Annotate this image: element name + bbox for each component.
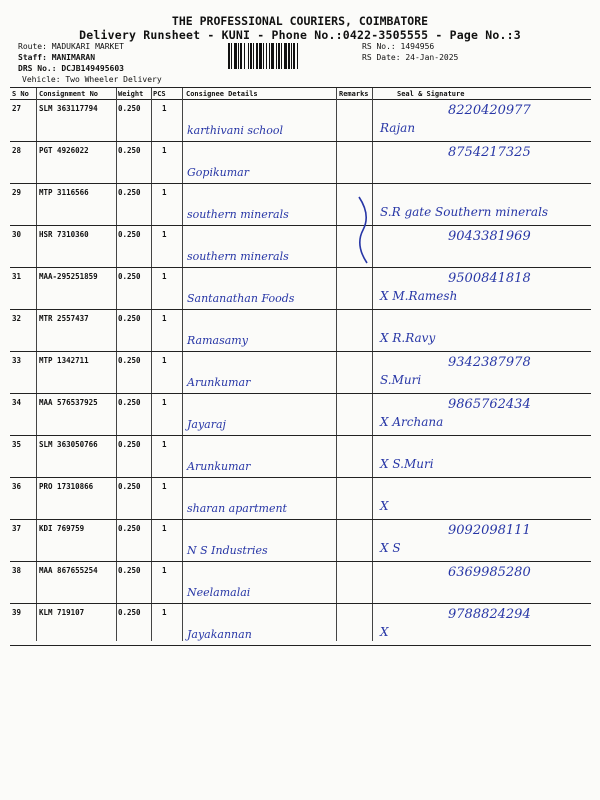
- row-pcs: 1: [162, 230, 167, 239]
- row-sno: 38: [12, 566, 22, 575]
- row-sno: 33: [12, 356, 22, 365]
- row-sno: 36: [12, 482, 22, 491]
- row-phone-handwriting: 6369985280: [448, 565, 531, 580]
- row-phone-handwriting: 9043381969: [448, 229, 531, 244]
- barcode-bar: [256, 43, 258, 69]
- col-consignment-header: Consignment No: [39, 90, 99, 98]
- table-row: [10, 225, 591, 268]
- runsheet-title: THE PROFESSIONAL COURIERS, COIMBATORE: [171, 14, 429, 28]
- row-consignee-handwriting: Jayakannan: [187, 628, 252, 641]
- row-pcs: 1: [162, 146, 167, 155]
- staff-info: Staff: MANIMARAN: [18, 53, 96, 62]
- rs-number: RS No.: 1494956: [362, 42, 435, 51]
- table-row: [10, 99, 591, 142]
- barcode-bar: [291, 43, 292, 69]
- row-consignee-handwriting: N S Industries: [187, 544, 268, 557]
- row-phone-handwriting: 9865762434: [448, 397, 531, 412]
- row-consignment-no: MTR 2557437: [39, 314, 89, 323]
- row-consignee-handwriting: Arunkumar: [187, 376, 251, 389]
- table-row: [10, 435, 591, 478]
- row-sno: 27: [12, 104, 22, 113]
- row-weight: 0.250: [118, 314, 141, 323]
- row-consignment-no: PGT 4926022: [39, 146, 89, 155]
- row-weight: 0.250: [118, 440, 141, 449]
- row-phone-handwriting: 9500841818: [448, 271, 531, 286]
- row-sno: 37: [12, 524, 22, 533]
- row-weight: 0.250: [118, 230, 141, 239]
- row-pcs: 1: [162, 314, 167, 323]
- row-consignee-handwriting: sharan apartment: [187, 502, 287, 515]
- barcode-bar: [244, 43, 245, 69]
- table-row: [10, 351, 591, 394]
- barcode-bar: [240, 43, 242, 69]
- barcode: [228, 43, 354, 69]
- barcode-bar: [234, 43, 237, 69]
- row-weight: 0.250: [118, 356, 141, 365]
- row-consignment-no: MTP 1342711: [39, 356, 89, 365]
- row-consignment-no: KLM 719107: [39, 608, 85, 617]
- table-row: [10, 141, 591, 184]
- row-sno: 32: [12, 314, 22, 323]
- col-pcs-header: PCS: [153, 90, 166, 98]
- row-weight: 0.250: [118, 398, 141, 407]
- barcode-bar: [288, 43, 290, 69]
- barcode-bar: [238, 43, 239, 69]
- table-row: [10, 267, 591, 310]
- row-sno: 35: [12, 440, 22, 449]
- barcode-bar: [263, 43, 264, 69]
- row-consignee-handwriting: southern minerals: [187, 250, 289, 263]
- row-sno: 31: [12, 272, 22, 281]
- barcode-bar: [266, 43, 267, 69]
- row-signature-handwriting: X R.Ravy: [380, 331, 436, 345]
- barcode-bar: [248, 43, 249, 69]
- col-weight-header: Weight: [118, 90, 144, 98]
- col-sno-header: S No: [12, 90, 29, 98]
- row-consignee-handwriting: Neelamalai: [187, 586, 251, 599]
- table-row: [10, 309, 591, 352]
- row-phone-handwriting: 8220420977: [448, 103, 531, 118]
- runsheet-table: [10, 87, 591, 641]
- barcode-bar: [281, 43, 282, 69]
- row-consignee-handwriting: Ramasamy: [187, 334, 248, 347]
- route-info: Route: MADUKARI MARKET: [18, 42, 124, 51]
- row-pcs: 1: [162, 272, 167, 281]
- row-consignee-handwriting: southern minerals: [187, 208, 289, 221]
- barcode-bar: [231, 43, 232, 69]
- barcode-bar: [297, 43, 298, 69]
- barcode-bar: [284, 43, 287, 69]
- row-signature-handwriting: Rajan: [380, 121, 416, 135]
- row-signature-handwriting: X Archana: [380, 415, 444, 429]
- table-row: [10, 183, 591, 226]
- row-pcs: 1: [162, 356, 167, 365]
- row-consignment-no: SLM 363117794: [39, 104, 98, 113]
- row-weight: 0.250: [118, 482, 141, 491]
- row-signature-handwriting: X: [380, 625, 389, 639]
- row-signature-handwriting: X S.Muri: [380, 457, 434, 471]
- col-remarks-header: Remarks: [339, 90, 369, 98]
- barcode-bar: [271, 43, 274, 69]
- barcode-bar: [276, 43, 277, 69]
- row-sno: 39: [12, 608, 22, 617]
- row-weight: 0.250: [118, 566, 141, 575]
- row-consignee-handwriting: Gopikumar: [187, 166, 249, 179]
- row-consignee-handwriting: Santanathan Foods: [187, 292, 295, 305]
- col-signature-header: Seal & Signature: [397, 90, 465, 98]
- row-sno: 29: [12, 188, 22, 197]
- table-row: [10, 603, 591, 646]
- barcode-bar: [259, 43, 262, 69]
- row-sno: 34: [12, 398, 22, 407]
- row-consignee-handwriting: Jayaraj: [187, 418, 226, 431]
- handwritten-bracket: [355, 195, 377, 265]
- row-weight: 0.250: [118, 188, 141, 197]
- barcode-bar: [293, 43, 295, 69]
- row-pcs: 1: [162, 398, 167, 407]
- row-sno: 30: [12, 230, 22, 239]
- col-consignee-header: Consignee Details: [186, 90, 258, 98]
- row-consignee-handwriting: karthivani school: [187, 124, 284, 137]
- vehicle-info: Vehicle: Two Wheeler Delivery: [22, 75, 162, 84]
- row-pcs: 1: [162, 188, 167, 197]
- row-consignee-handwriting: Arunkumar: [187, 460, 251, 473]
- row-phone-handwriting: 9788824294: [448, 607, 531, 622]
- table-row: [10, 393, 591, 436]
- table-row: [10, 561, 591, 604]
- barcode-bar: [278, 43, 280, 69]
- row-consignment-no: MTP 3116566: [39, 188, 89, 197]
- row-weight: 0.250: [118, 272, 141, 281]
- barcode-bar: [228, 43, 230, 69]
- row-consignment-no: MAA-295251859: [39, 272, 98, 281]
- row-pcs: 1: [162, 482, 167, 491]
- row-signature-handwriting: S.Muri: [380, 373, 422, 387]
- row-signature-handwriting: X: [380, 499, 389, 513]
- row-pcs: 1: [162, 608, 167, 617]
- row-pcs: 1: [162, 440, 167, 449]
- row-consignment-no: MAA 576537925: [39, 398, 98, 407]
- barcode-bar: [269, 43, 270, 69]
- barcode-bar: [253, 43, 254, 69]
- row-consignment-no: MAA 867655254: [39, 566, 98, 575]
- rs-date: RS Date: 24-Jan-2025: [362, 53, 459, 62]
- row-weight: 0.250: [118, 146, 141, 155]
- row-phone-handwriting: 8754217325: [448, 145, 531, 160]
- row-phone-handwriting: 9092098111: [448, 523, 531, 538]
- row-consignment-no: HSR 7310360: [39, 230, 89, 239]
- row-consignment-no: SLM 363050766: [39, 440, 98, 449]
- row-signature-handwriting: X S: [380, 541, 401, 555]
- row-phone-handwriting: 9342387978: [448, 355, 531, 370]
- row-sno: 28: [12, 146, 22, 155]
- row-pcs: 1: [162, 104, 167, 113]
- row-consignment-no: PRO 17310866: [39, 482, 94, 491]
- row-signature-handwriting: S.R gate Southern minerals: [380, 205, 549, 219]
- row-weight: 0.250: [118, 608, 141, 617]
- table-row: [10, 519, 591, 562]
- row-pcs: 1: [162, 566, 167, 575]
- row-signature-handwriting: X M.Ramesh: [380, 289, 458, 303]
- row-weight: 0.250: [118, 524, 141, 533]
- row-pcs: 1: [162, 524, 167, 533]
- drs-info: DRS No.: DCJB149495603: [18, 64, 124, 73]
- row-consignment-no: KDI 769759: [39, 524, 85, 533]
- table-row: [10, 477, 591, 520]
- runsheet-subtitle: Delivery Runsheet - KUNI - Phone No.:0422-3505555 - Page No.:3: [79, 28, 521, 42]
- row-weight: 0.250: [118, 104, 141, 113]
- barcode-bar: [250, 43, 252, 69]
